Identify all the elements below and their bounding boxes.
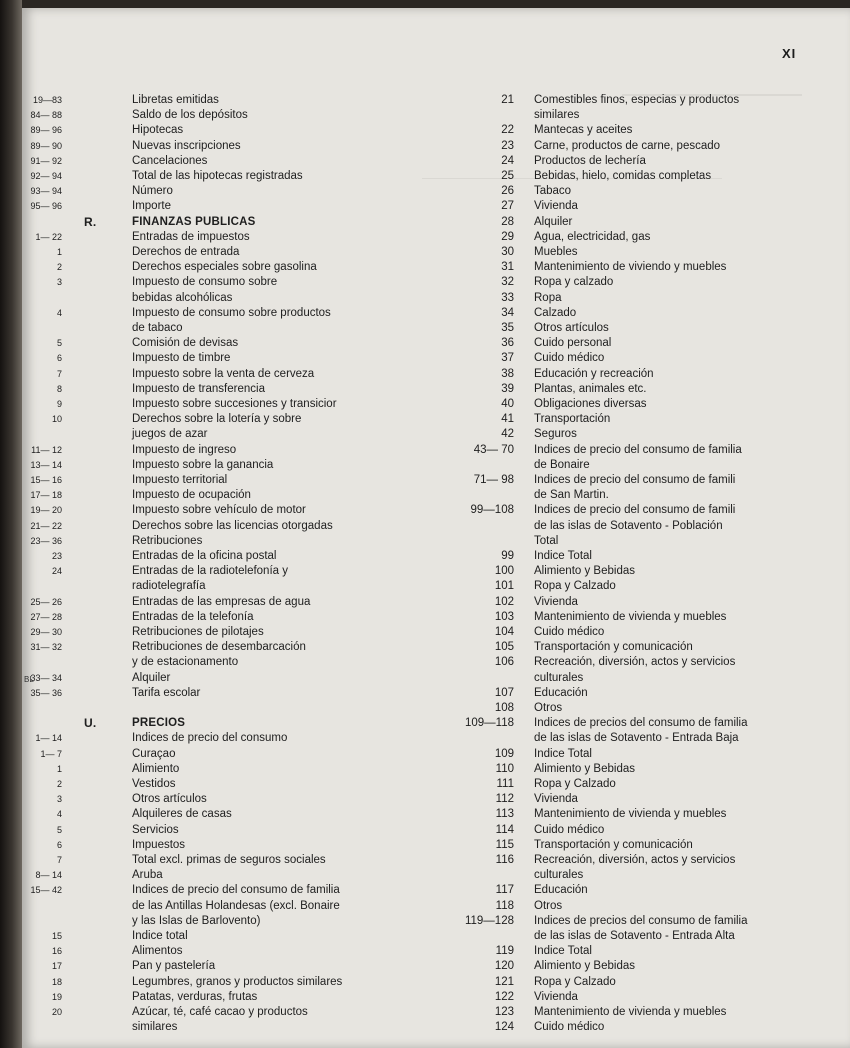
table-ref: 29 [501,230,514,243]
index-entry: Entradas de impuestos [132,230,250,243]
index-entry: Otros [534,899,563,912]
table-ref: 43— 70 [473,443,514,456]
table-ref: 109 [494,747,514,760]
table-ref: 8 [56,383,62,394]
index-entry: Educación [534,686,588,699]
index-entry: Alimiento [132,762,180,775]
index-entry: Vivienda [534,990,578,1003]
table-ref: 15 [51,931,62,941]
index-entry: de las islas de Sotavento - Población [534,519,723,532]
table-ref: 40 [501,398,514,410]
index-entry: bebidas alcohólicas [132,291,233,304]
section-title: PRECIOS [132,717,186,730]
table-ref: 108 [494,702,514,714]
table-ref: 2 [56,779,62,789]
index-entry: Derechos sobre la lotería y sobre [132,413,302,426]
table-ref: 104 [494,626,514,638]
index-entry: Tarifa escolar [132,686,201,699]
index-entry: Entradas de la oficina postal [132,550,277,562]
index-entry: Plantas, animales etc. [534,382,647,395]
index-entry: y las Islas de Barlovento) [132,914,261,927]
index-entry: Educación y recreación [534,367,654,380]
table-ref: 102 [494,595,514,608]
table-ref: 27 [501,200,514,213]
table-ref: 23 [501,139,514,152]
index-entry: de las islas de Sotavento - Entrada Baja [534,732,739,745]
table-ref: 28 [501,215,514,228]
index-entry: Alquileres de casas [132,808,232,821]
index-entry: Muebles [534,246,578,258]
table-ref: 33— 34 [30,672,62,683]
index-entry: culturales [534,671,584,684]
index-entry: Alimiento y Bebidas [534,960,635,973]
index-entry: Impuesto de transferencia [132,382,265,395]
index-entry: Total excl. primas de seguros sociales [132,854,326,866]
table-ref: 7 [56,855,62,865]
index-entry: Mantenimiento de viviendo y muebles [534,261,727,274]
table-ref: 8— 14 [35,870,62,881]
table-ref: 27— 28 [30,611,62,622]
index-entry: Impuesto de timbre [132,352,231,365]
index-entry: Cuido médico [534,626,605,638]
index-entry: Total [534,534,559,547]
table-ref: 20 [51,1007,62,1017]
index-entry: similares [534,109,580,122]
index-entry: Hipotecas [132,124,184,137]
index-entry: Otros artículos [534,322,609,334]
index-entry: Impuesto sobre la venta de cerveza [132,367,315,380]
index-entry: Ropa y calzado [534,276,614,289]
index-entry: Indice Total [534,550,592,562]
table-ref: 18 [51,976,62,987]
table-ref: 4 [56,809,62,820]
index-entry: Cancelaciones [132,154,208,167]
index-entry: de las Antillas Holandesas (excl. Bonaire [132,899,340,912]
index-entry: Servicios [132,823,179,836]
table-ref: 122 [494,990,514,1003]
table-ref: 2 [56,262,62,273]
index-entry: Ropa y Calzado [534,778,616,790]
table-ref: 116 [495,854,514,866]
index-entry: Impuesto sobre la ganancia [132,458,274,471]
index-entry: Seguros [534,428,577,441]
table-ref: 17 [51,961,62,972]
index-entry: Derechos especiales sobre gasolina [132,261,317,274]
table-ref: 26 [501,185,514,198]
table-ref: 110 [495,762,514,775]
table-ref: 30 [501,246,514,258]
table-ref: 123 [494,1006,514,1018]
index-entry: Indices de precio del consumo de familia [132,884,340,897]
table-ref: 6 [56,353,62,364]
index-entry: Productos de lechería [534,154,646,167]
table-ref: 84— 88 [30,110,62,121]
table-ref: 113 [495,808,514,821]
page-number: XI [782,46,797,61]
table-ref: 1 [56,247,62,257]
index-entry: Mantenimiento de vivienda y muebles [534,808,727,821]
index-entry: Impuesto sobre vehículo de motor [132,504,306,517]
table-ref: 101 [494,580,514,593]
table-ref: 119 [495,945,514,958]
index-entry: juegos de azar [132,428,208,441]
table-ref: 39 [501,382,514,395]
table-ref: 21 [501,94,514,106]
index-entry: Indice Total [534,945,592,958]
index-entry: Impuesto sobre succesiones y transicior [132,398,337,410]
table-ref: 22 [501,124,514,137]
index-entry: Saldo de los depósitos [132,109,248,122]
index-entry: Tabaco [534,185,572,198]
table-ref: 121 [494,975,514,988]
index-entry: Cuido médico [534,352,605,365]
table-ref: 15— 42 [30,885,62,896]
table-ref: 21— 22 [30,520,62,531]
index-entry: Indices de precio del consumo de famili [534,504,736,517]
section-title: FINANZAS PUBLICAS [132,215,256,228]
index-entry: Alquiler [534,215,573,228]
table-ref: 92— 94 [30,171,62,181]
table-ref: 19 [51,991,62,1002]
table-ref: 115 [495,838,514,851]
index-entry: Vivienda [534,793,578,806]
table-ref: 1— 7 [40,748,62,759]
index-entry: Mantenimiento de vivienda y muebles [534,1006,727,1018]
index-entry: Indices de precios del consumo de familia [534,717,748,730]
index-entry: Impuesto de consumo sobre [132,276,278,289]
table-ref: 1 [56,763,62,774]
index-entry: Entradas de la telefonía [132,610,254,623]
index-entry: Agua, electricidad, gas [534,230,651,243]
index-entry: Indices de precios del consumo de familia [534,914,748,927]
table-ref: 103 [494,610,514,623]
index-entry: Mantenimiento de vivienda y muebles [534,610,727,623]
table-ref: 71— 98 [473,474,514,486]
table-ref: 11— 12 [31,444,62,455]
index-entry: Ropa y Calzado [534,580,616,593]
table-ref: 95— 96 [30,201,62,212]
index-entry: Otros [534,702,563,714]
index-entry: Indice total [132,930,188,942]
index-entry: Azúcar, té, café cacao y productos [132,1006,308,1018]
index-entry: Recreación, diversión, actos y servicios [534,854,736,866]
table-ref: 117 [495,884,514,897]
table-ref: 19— 20 [30,505,62,516]
table-ref: 9 [56,399,62,409]
table-ref: 35— 36 [30,687,62,698]
table-ref: 23 [51,551,62,561]
index-entry: Indice Total [534,747,592,760]
index-entry: Obligaciones diversas [534,398,647,410]
table-ref: 1— 22 [35,231,62,242]
table-ref: 13— 14 [30,459,62,470]
table-ref: 38 [501,367,514,380]
index-entry: Aruba [132,869,163,882]
index-entry: Impuestos [132,838,186,851]
index-entry: Vivienda [534,595,578,608]
table-ref: 106 [494,656,514,669]
index-entry: Carne, productos de carne, pescado [534,139,721,152]
index-entry: Libretas emitidas [132,94,219,106]
index-entry: de Bonaire [534,458,590,471]
index-entry: Impuesto de ingreso [132,443,237,456]
table-ref: 99—108 [470,504,514,517]
index-entry: Retribuciones [132,534,203,547]
index-entry: radiotelegrafía [132,580,206,593]
index-entry: y de estacionamento [132,656,239,669]
section-letter: R. [84,214,97,229]
table-ref: 111 [496,778,514,790]
table-ref: 118 [495,899,514,912]
index-entry: Bebidas, hielo, comidas completas [534,170,712,182]
index-entry: Cuido personal [534,337,612,350]
index-entry: Educación [534,884,588,897]
index-entry: Cuido médico [534,1021,605,1034]
table-ref: 5 [56,824,62,835]
table-ref: 29— 30 [30,627,62,637]
table-ref: 36 [501,337,514,350]
table-ref: 107 [494,686,514,699]
index-entry: Pan y pastelería [132,960,216,973]
table-ref: 89— 96 [30,125,62,136]
index-entry: Patatas, verduras, frutas [132,990,258,1003]
table-ref: 24 [501,154,514,167]
index-entry: Legumbres, granos y productos similares [132,975,343,988]
index-entry: Impuesto de ocupación [132,489,251,502]
table-ref: 24 [51,566,62,577]
table-ref: 16 [51,946,62,957]
index-entry: Comisión de devisas [132,337,239,350]
table-ref: 105 [494,641,514,654]
index-entry: Impuesto territorial [132,474,228,486]
index-entry: Alimiento y Bebidas [534,762,635,775]
index-entry: Impuesto de consumo sobre productos [132,306,331,319]
table-ref: 32 [501,276,514,289]
index-entry: de San Martin. [534,489,609,502]
table-ref: 4 [56,307,62,318]
table-ref: 114 [495,823,514,836]
index-entry: Calzado [534,306,577,319]
index-entry: de las islas de Sotavento - Entrada Alta [534,930,735,942]
index-entry: Ropa y Calzado [534,975,616,988]
table-ref: 35 [501,322,514,334]
index-entry: culturales [534,869,584,882]
table-ref: 10 [51,414,62,425]
table-ref: 3 [56,794,62,805]
index-entry: Alimentos [132,945,183,958]
table-ref: 5 [56,338,62,349]
table-ref: 112 [495,793,514,806]
section-letter: U. [84,716,97,731]
index-entry: Alquiler [132,671,171,684]
table-ref: 3 [56,277,62,288]
table-ref: 19—83 [32,95,62,105]
index-entry: Cuido médico [534,823,605,836]
table-ref: 6 [56,839,62,850]
table-ref: 91— 92 [30,155,62,166]
show-through-heading [622,60,802,96]
table-ref: 31 [501,261,514,274]
table-ref: 25— 26 [30,596,62,607]
table-ref: 120 [494,960,514,973]
index-entry: Otros artículos [132,793,207,806]
table-ref: 17— 18 [30,490,62,501]
index-entry: Alimiento y Bebidas [534,565,635,578]
table-ref: 1— 14 [35,733,62,744]
margin-mark: BL [24,675,34,684]
index-entry: Derechos de entrada [132,246,240,258]
table-ref: 93— 94 [30,186,62,197]
index-entry: Vestidos [132,778,176,790]
table-ref: 31— 32 [30,642,62,653]
index-entry: Curaçao [132,747,176,760]
table-ref: 34 [501,306,514,319]
index-entry: Retribuciones de desembarcación [132,641,306,654]
book-spine [0,0,22,1048]
table-ref: 109—118 [464,717,514,730]
table-ref: 23— 36 [30,535,62,546]
index-entry: Indices de precio del consumo [132,732,288,745]
index-entry: Entradas de las empresas de agua [132,595,311,608]
index-entry: Comestibles finos, especias y productos [534,94,740,106]
table-ref: 42 [501,428,514,441]
table-ref: 119—128 [464,914,514,927]
table-ref: 41 [501,413,514,426]
index-entry: Retribuciones de pilotajes [132,626,264,638]
index-entry: Indices de precio del consumo de familia [534,443,742,456]
index-entry: Transportación y comunicación [534,838,693,851]
index-entry: Indices de precio del consumo de famili [534,474,736,486]
index-entry: Mantecas y aceites [534,124,633,137]
table-ref: 100 [494,565,514,578]
index-entry: Nuevas inscripciones [132,139,241,152]
table-ref: 99 [501,550,514,562]
table-ref: 37 [501,352,514,365]
index-entry: de tabaco [132,322,183,334]
table-ref: 7 [56,368,62,379]
table-ref: 25 [501,170,514,182]
index-entry: Transportación y comunicación [534,641,693,654]
index-entry: Número [132,185,173,198]
table-ref: 33 [501,291,514,304]
table-ref: 89— 90 [30,140,62,151]
index-entry: Total de las hipotecas registradas [132,170,303,182]
table-ref: 124 [494,1021,514,1034]
index-entry: Ropa [534,291,562,304]
index-page [22,8,850,1048]
index-entry: Derechos sobre las licencias otorgadas [132,519,333,532]
table-ref: 15— 16 [30,475,62,485]
index-entry: Vivienda [534,200,578,213]
index-entry: Recreación, diversión, actos y servicios [534,656,736,669]
index-entry: Entradas de la radiotelefonía y [132,565,288,578]
index-entry: similares [132,1021,178,1034]
index-entry: Importe [132,200,171,213]
index-entry: Transportación [534,413,611,426]
